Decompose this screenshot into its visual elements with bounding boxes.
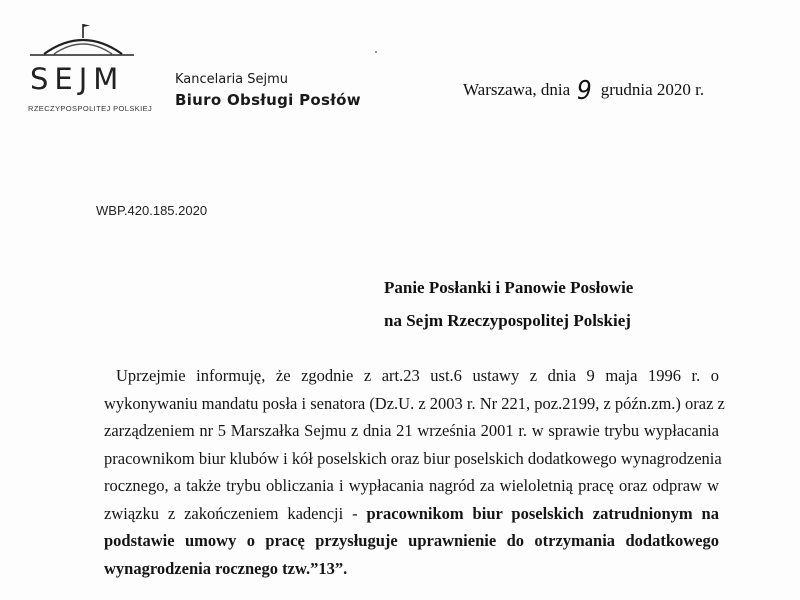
body-line-2: wykonywaniu mandatu posła i senatora (Dz.U. z 2003 r. Nr 221, poz.2199, z późn.zm.) oraz z	[104, 393, 725, 413]
logo-subtitle: RZECZYPOSPOLITEJ POLSKIEJ	[28, 104, 153, 113]
body-line-6-plain: związku z zakończeniem kadencji -	[104, 503, 367, 523]
date-suffix: grudnia 2020 r.	[600, 80, 705, 99]
addressee-line-2: na Sejm Rzeczypospolitej Polskiej	[384, 311, 631, 330]
addressee-line-1: Panie Posłanki i Panowie Posłowie	[384, 278, 634, 297]
scan-speck	[375, 51, 377, 53]
letter-body	[104, 362, 725, 582]
body-line-6-bold: pracownikom biur poselskich zatrudnionym na	[366, 503, 719, 523]
date-prefix: Warszawa, dnia	[463, 80, 571, 99]
body-line-8	[104, 555, 719, 583]
office-chancellery: Kancelaria Sejmu	[175, 72, 289, 87]
reference-number: WBP.420.185.2020	[96, 203, 208, 218]
body-line-5: rocznego, a także trybu obliczania i wypłacania nagród za wieloletnią pracę oraz odpraw w	[104, 476, 719, 495]
office-heading	[175, 71, 361, 111]
body-line-7-bold: podstawie umowy o pracę przysługuje uprawnienie do otrzymania dodatkowego	[104, 531, 719, 550]
office-bureau: Biuro Obsługi Posłów	[175, 91, 361, 109]
addressee	[384, 278, 633, 344]
body-line-6	[104, 500, 719, 528]
body-line-1: Uprzejmie informuję, że zgodnie z art.23 ust.6 ustawy z dnia 9 maja 1996 r. o	[116, 366, 719, 385]
date-day-handwritten: 9	[577, 76, 592, 106]
sejm-dome-icon	[26, 18, 136, 62]
body-line-7	[104, 527, 719, 555]
body-line-8-bold: wynagrodzenia rocznego tzw.”13”.	[104, 558, 348, 578]
body-line-4: pracownikom biur klubów i kół poselskich oraz biur poselskich dodatkowego wynagrodzenia	[104, 448, 722, 468]
body-line-3: zarządzeniem nr 5 Marszałka Sejmu z dnia 21 września 2001 r. w sprawie trybu wypłacania	[104, 421, 719, 440]
sejm-logo	[22, 18, 153, 113]
logo-wordmark: SEJM	[30, 62, 125, 96]
date-line	[463, 72, 705, 106]
